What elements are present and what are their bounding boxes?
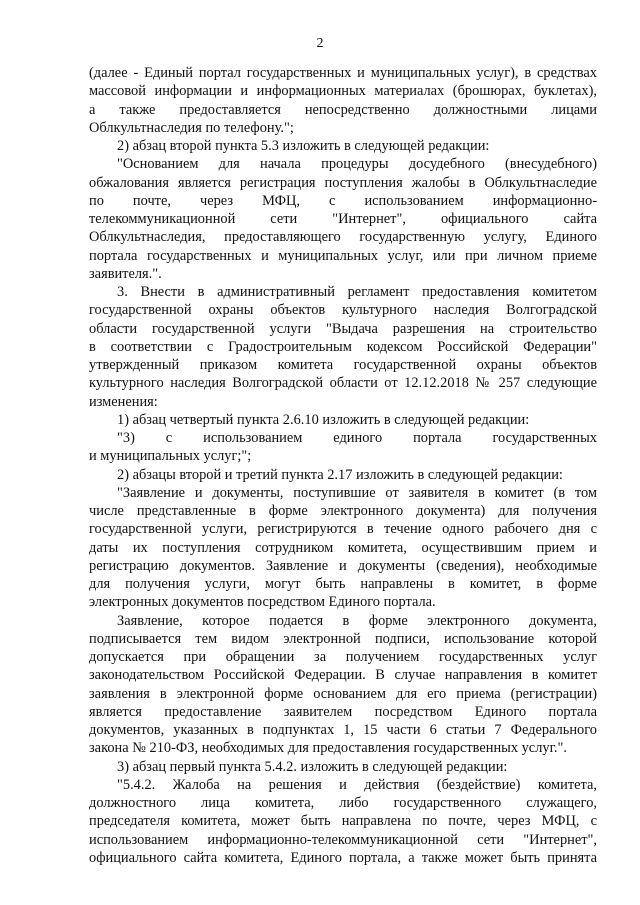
text-line: законодательством Российской Федерации. В случае направления в комитет [89, 667, 597, 684]
text-line: электронных документов посредством Единого портала. [89, 594, 436, 611]
text-line: допускается при обращении за получением государственных услуг [89, 649, 597, 665]
text-line: подписывается тем видом электронной подписи, использование которой [89, 630, 597, 647]
page-number: 2 [316, 36, 324, 51]
text-line: области государственной услуги "Выдача разрешения на строительство [89, 320, 597, 337]
text-line: закона № 210-ФЗ, необходимых для предоставления государственных услуг.". [89, 740, 567, 757]
text-line: использованием информационно-телекоммуникационной сети "Интернет", [89, 831, 597, 848]
text-line: даты их поступления сотрудником комитета, осуществившим прием и [89, 539, 597, 556]
text-line: культурного наследия Волгоградской области от 12.12.2018 № 257 следующие [89, 375, 597, 392]
text-line: Облкультнаследия, предоставляющего государственную услугу, Единого [89, 229, 597, 246]
text-line: (далее - Единый портал государственных и муниципальных услуг), в средствах [89, 65, 597, 81]
text-line: является предоставление заявителем посредством Единого портала [89, 703, 597, 720]
text-line: 1) абзац четвертый пункта 2.6.10 изложить в следующей редакции: [117, 411, 530, 428]
text-line: в соответствии с Градостроительным кодексом Российской Федерации" [89, 338, 597, 355]
text-line: "3) с использованием единого портала государственных [117, 430, 597, 446]
text-line: изменения: [89, 393, 158, 410]
text-line: должностного лица комитета, либо государственного служащего, [89, 795, 597, 811]
text-line: заявителя.". [89, 265, 162, 282]
text-line: 2) абзац второй пункта 5.3 изложить в следующей редакции: [117, 138, 490, 154]
document-body [89, 64, 597, 867]
text-line: а также предоставляется непосредственно должностными лицами [89, 101, 597, 118]
text-line: массовой информации и информационных материалах (брошюрах, буклетах), [89, 83, 597, 100]
text-line: обжалования является регистрация поступления жалобы в Облкультнаследие [89, 174, 597, 191]
text-line: "Заявление и документы, поступившие от заявителя в комитет (в том [117, 484, 597, 501]
text-line: заявления в электронной форме основанием для его приема (регистрации) [89, 685, 597, 702]
text-line: Заявление, которое подается в форме электронного документа, [117, 612, 597, 629]
text-line: государственной охраны объектов культурного наследия Волгоградской [89, 302, 597, 319]
text-line: "5.4.2. Жалоба на решения и действия (бездействие) комитета, [117, 776, 597, 793]
text-line: числе представленные в форме электронного документа) для получения [89, 503, 597, 519]
text-line: государственной услуги, регистрируются в течение одного рабочего дня с [89, 521, 597, 538]
text-line: документов, указанных в подпунктах 1, 15 части 6 статьи 7 Федерального [89, 722, 597, 738]
text-line: регистрацию документов. Заявление и документы (сведения), необходимые [89, 557, 597, 574]
text-line: для получения услуги, могут быть направлены в комитет, в форме [89, 576, 597, 592]
text-line: Облкультнаследия по телефону."; [89, 119, 294, 136]
text-line: 3) абзац первый пункта 5.4.2. изложить в следующей редакции: [117, 758, 508, 775]
text-line: официального сайта комитета, Единого портала, а также может быть принята [89, 849, 597, 866]
text-line: телекоммуникационной сети "Интернет", официального сайта [89, 211, 597, 227]
text-line: утвержденный приказом комитета государственной охраны объектов [89, 357, 597, 373]
text-line: 2) абзацы второй и третий пункта 2.17 изложить в следующей редакции: [117, 466, 563, 483]
text-line: портала государственных и муниципальных услуг, или при личном приеме [89, 247, 597, 264]
text-line: "Основанием для начала процедуры досудебного (внесудебного) [117, 156, 597, 173]
text-line: по почте, через МФЦ, с использованием информационно- [89, 192, 597, 209]
text-line: и муниципальных услуг;"; [89, 448, 252, 465]
text-line: председателя комитета, может быть направлена по почте, через МФЦ, с [89, 813, 597, 830]
text-line: 3. Внести в административный регламент предоставления комитетом [117, 284, 597, 300]
